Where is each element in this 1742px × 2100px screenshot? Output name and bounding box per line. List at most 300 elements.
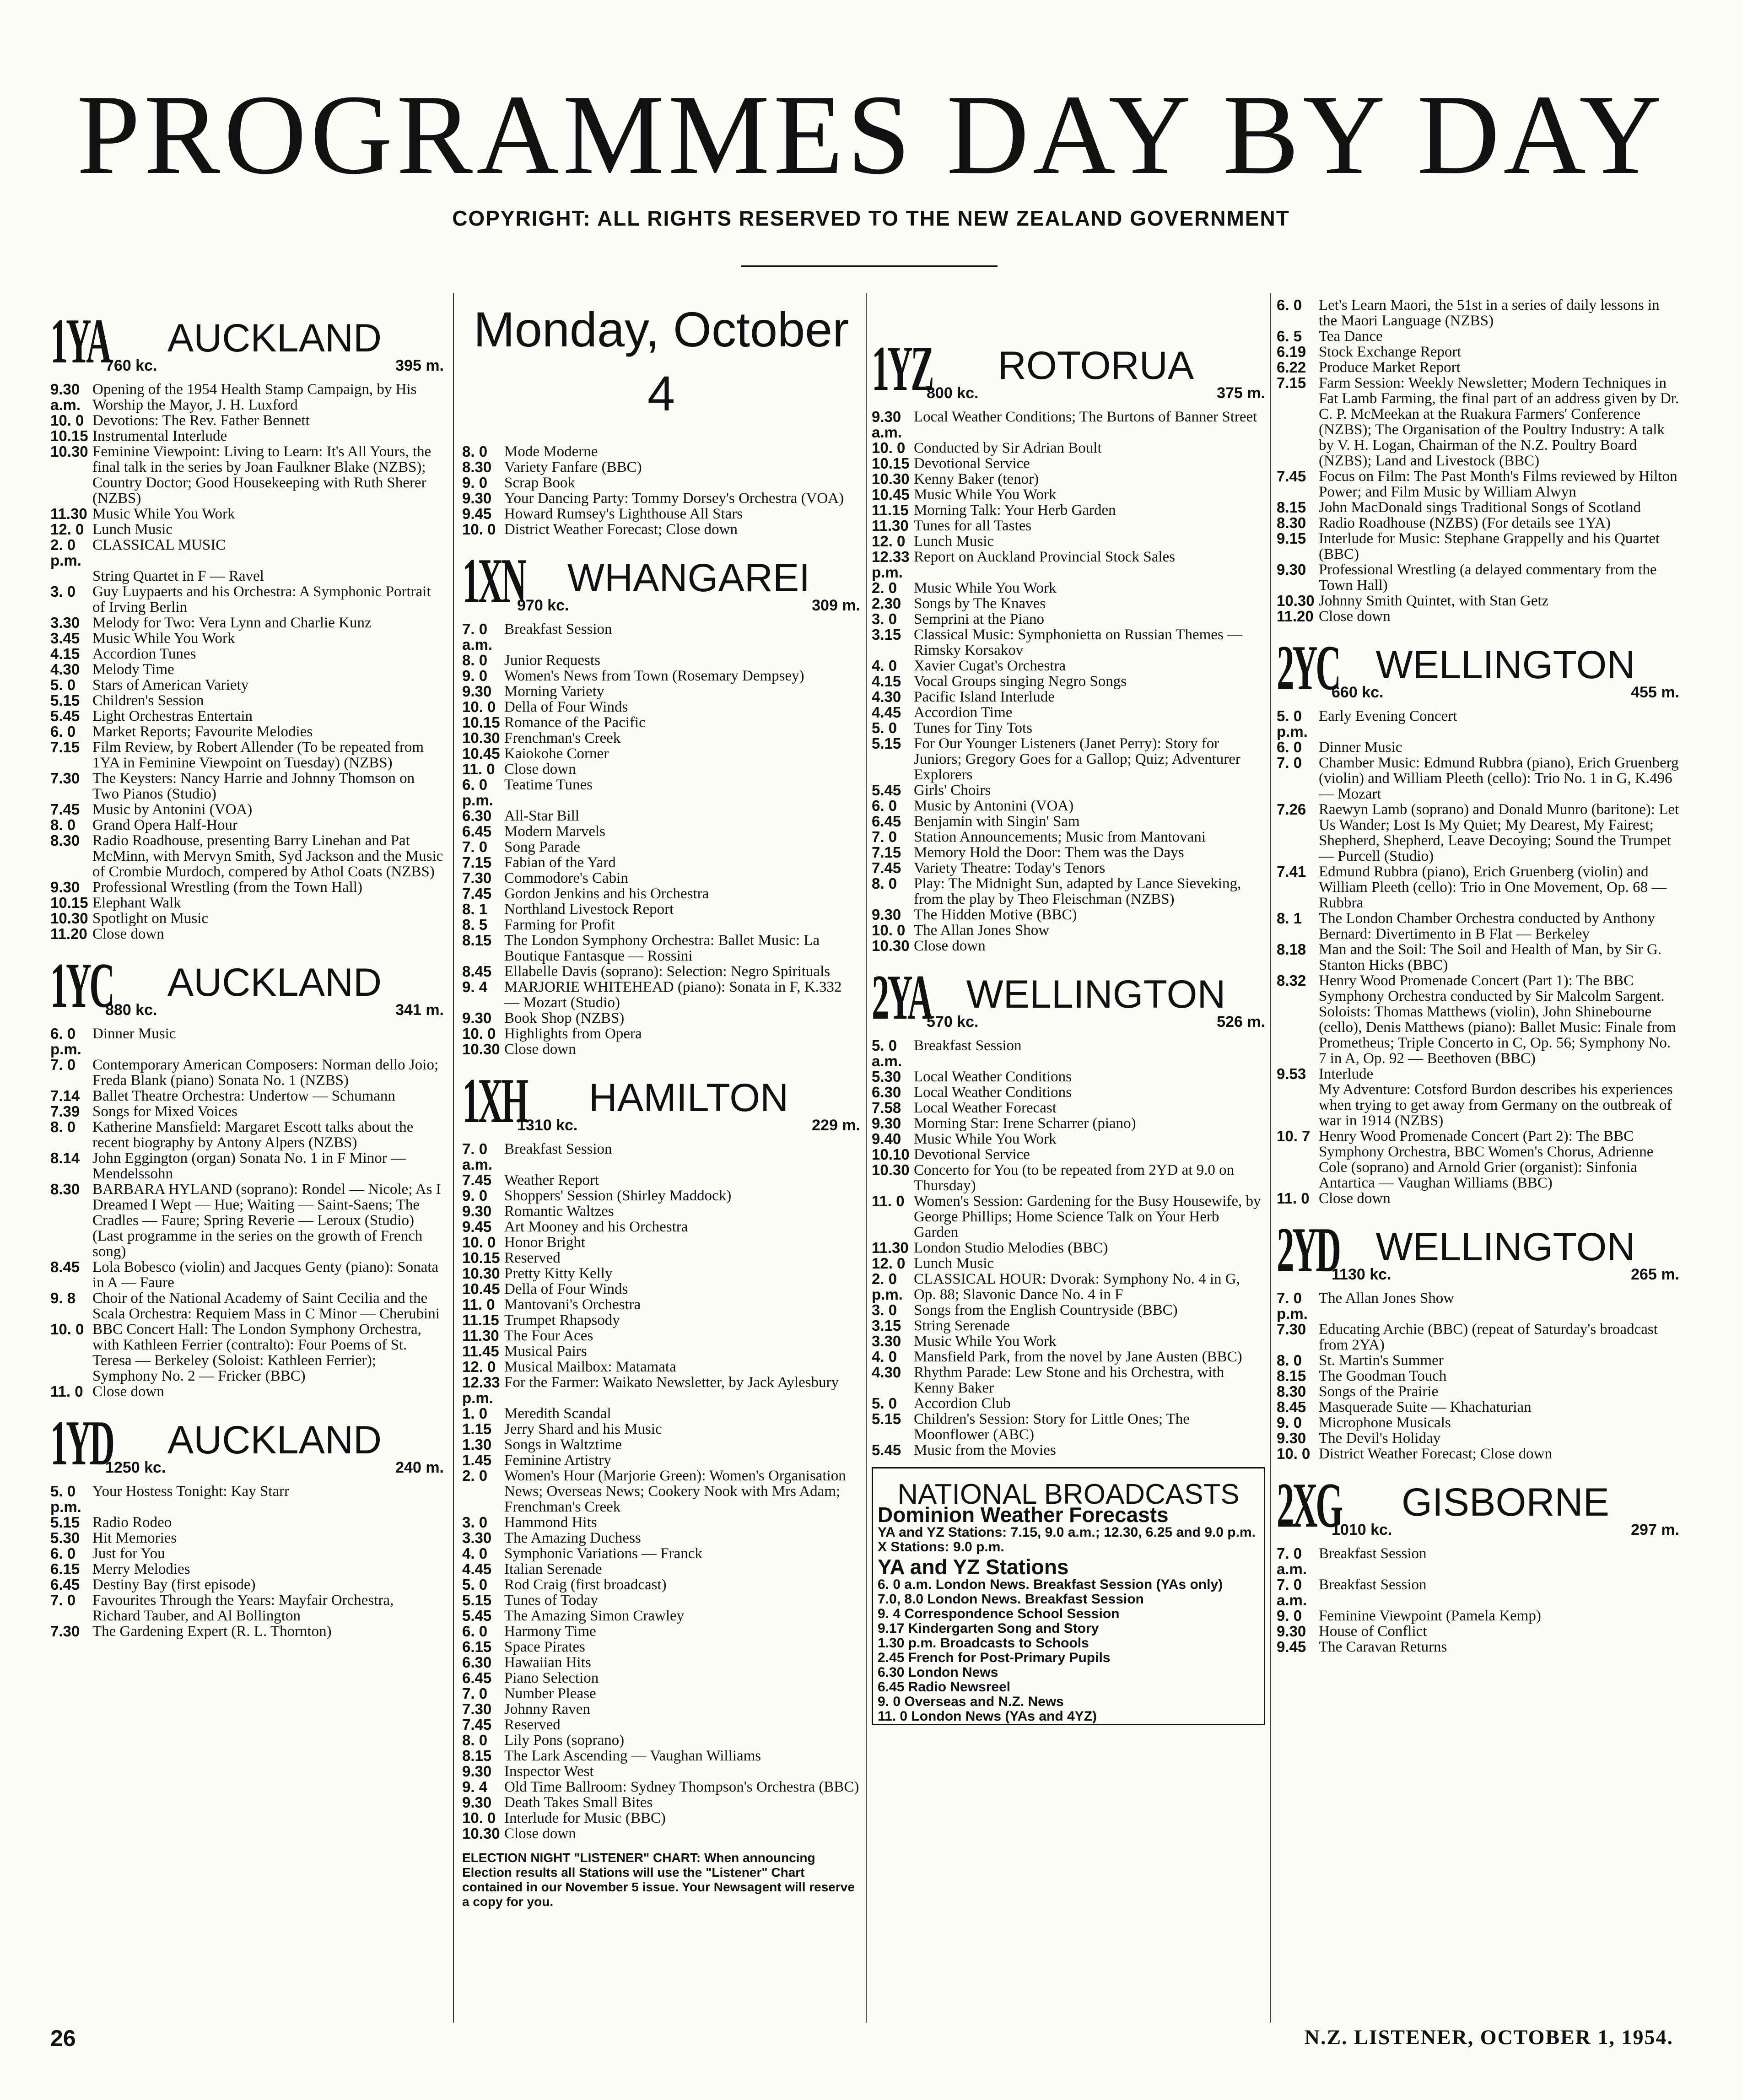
programme-time: 11.20 <box>50 925 87 942</box>
programme-title: Lola Bobesco (violin) and Jacques Genty (piano): Sonata in A — Faure <box>92 1259 439 1291</box>
programme-title: Songs by The Knaves <box>914 595 1046 612</box>
programme-time: 8.30 <box>462 459 492 475</box>
station-header <box>872 962 1265 1033</box>
programme-time: 10. 0 <box>1277 1445 1311 1462</box>
programme-title: Accordion Tunes <box>92 646 196 662</box>
programme-item <box>50 615 444 631</box>
programme-item <box>462 808 860 824</box>
programme-time: 10.10 <box>872 1146 910 1163</box>
programme-title: Romance of the Pacific <box>504 714 646 731</box>
programme-title: Feminine Viewpoint: Living to Learn: It's All Yours, the final talk in the series by Joan Faulkner Blake (NZBS); Country Doctor; Good Housekeeping with Ruth Sherer (NZBS) <box>92 443 431 507</box>
programme-title: Light Orchestras Entertain <box>92 708 253 724</box>
programme-title: Melody for Two: Vera Lynn and Charlie Kunz <box>92 615 372 631</box>
programme-time: 7. 0 <box>1277 754 1302 771</box>
programme-time: 6. 0 <box>50 723 76 740</box>
programme-time: 8.45 <box>50 1258 80 1275</box>
programme-item <box>50 911 444 926</box>
programme-title: Dinner Music <box>92 1026 176 1042</box>
column-1 <box>50 297 444 1639</box>
programme-item <box>872 456 1265 471</box>
column-divider <box>866 293 867 2023</box>
programme-item <box>462 1359 860 1375</box>
programme-title: Close down <box>1319 1190 1391 1207</box>
programme-title: Radio Roadhouse, presenting Barry Linehan and Pat McMinn, with Mervyn Smith, Syd Jackson and the Music of Crombie Murdoch, compered by Athol Coats (NZBS) <box>92 832 443 880</box>
station-call-sign: 1XH <box>462 1065 527 1136</box>
programme-title: House of Conflict <box>1319 1623 1427 1640</box>
programme-title: Art Mooney and his Orchestra <box>504 1219 688 1235</box>
programme-title: Dinner Music <box>1319 739 1402 756</box>
programme-title: Henry Wood Promenade Concert (Part 1): The BBC Symphony Orchestra conducted by Sir Malcolm Sargent. Soloists: Thomas Matthews (violin), John Shinebourne (cello), Denis Matthews (piano): Ballet Music: Finale from Prometheus; Triple Concerto in C, Op. 56; Symphony No. 7 in A, Op. 92 — Beethoven (BBC) <box>1319 972 1676 1067</box>
programme-item <box>872 1365 1265 1396</box>
programme-item <box>50 926 444 942</box>
programme-title: Book Shop (NZBS) <box>504 1010 625 1026</box>
national-broadcasts-title: NATIONAL BROADCASTS <box>897 1479 1240 1510</box>
programme-time: 11.30 <box>872 517 909 534</box>
programme-title: Tunes for all Tastes <box>914 518 1032 534</box>
programme-title: Northland Livestock Report <box>504 901 674 918</box>
station-city: GISBORNE <box>1402 1480 1609 1524</box>
programme-time: 12. 0 <box>872 1255 906 1272</box>
programme-item <box>872 1116 1265 1131</box>
programme-time: 11. 0 <box>462 1296 495 1313</box>
programme-item <box>50 1515 444 1530</box>
programme-title: Hawaiian Hits <box>504 1654 591 1671</box>
programme-title: The Allan Jones Show <box>914 922 1050 939</box>
programme-item <box>1277 911 1679 942</box>
programme-title: Masquerade Suite — Khachaturian <box>1319 1399 1532 1415</box>
programme-time: 11. 0 <box>872 1193 905 1209</box>
programme-title: John MacDonald sings Traditional Songs of Scotland <box>1319 499 1641 516</box>
station-call-sign: 2YC <box>1277 632 1339 703</box>
programme-title: Mode Moderne <box>504 443 598 460</box>
programme-title: Radio Roadhouse (NZBS) (For details see 1YA) <box>1319 515 1611 531</box>
programme-time: 12.33 p.m. <box>462 1374 500 1406</box>
programme-item <box>462 902 860 917</box>
programme-item <box>50 1577 444 1593</box>
station-metres: 395 m. <box>395 357 444 374</box>
programme-title: Johnny Raven <box>504 1701 590 1717</box>
programme-time: 9. 8 <box>50 1290 76 1306</box>
programme-item <box>50 1026 444 1057</box>
programme-item <box>50 880 444 895</box>
programme-title: Music While You Work <box>914 580 1057 596</box>
programme-time: 4.15 <box>50 645 80 662</box>
station-2ya-continued <box>1277 297 1679 624</box>
programme-item <box>50 522 444 537</box>
programme-title: Women's News from Town (Rosemary Dempsey) <box>504 668 804 684</box>
programme-title: The Lark Ascending — Vaughan Williams <box>504 1748 761 1764</box>
programme-title: Local Weather Conditions <box>914 1069 1072 1085</box>
programme-time: 9.30 <box>462 1794 492 1811</box>
programme-item <box>462 444 860 459</box>
national-broadcasts <box>872 1467 1265 1725</box>
programme-time: 2.30 <box>872 595 901 612</box>
programme-title: Elephant Walk <box>92 895 181 911</box>
programme-time: 2. 0 <box>872 579 897 596</box>
programme-title: Trumpet Rhapsody <box>504 1312 620 1328</box>
programme-time: 4. 0 <box>872 657 897 674</box>
programme-title: Memory Hold the Door: Them was the Days <box>914 844 1184 861</box>
programme-title: London Studio Melodies (BBC) <box>914 1240 1108 1256</box>
programme-time: 8.30 <box>1277 1383 1306 1400</box>
programme-time: 8. 5 <box>462 916 488 933</box>
programme-time: 6.15 <box>50 1560 80 1577</box>
programme-item <box>1277 942 1679 973</box>
programme-title: Close down <box>92 926 164 942</box>
station-meta <box>1332 645 1679 700</box>
programme-title: All-Star Bill <box>504 808 580 824</box>
programme-item <box>872 814 1265 829</box>
programme-item <box>872 1085 1265 1100</box>
programme-title: Edmund Rubbra (piano), Erich Gruenberg (violin) and William Pleeth (cello): Trio in One Movement, Op. 68 — Rubbra <box>1319 864 1667 911</box>
programme-item <box>50 537 444 568</box>
programme-title: Local Weather Forecast <box>914 1100 1057 1116</box>
programme-time: 10.45 <box>462 1280 500 1297</box>
programme-time: 6.45 <box>462 1669 492 1686</box>
programme-time: 7.15 <box>1277 374 1306 391</box>
programme-title: Stock Exchange Report <box>1319 344 1462 360</box>
programme-item <box>462 1733 860 1748</box>
programme-title: Favourites Through the Years: Mayfair Orchestra, Richard Tauber, and Al Bollington <box>92 1592 394 1624</box>
programme-title: Opening of the 1954 Health Stamp Campaign, by His Worship the Mayor, J. H. Luxford <box>92 381 417 413</box>
programme-time: 9. 0 <box>1277 1414 1302 1431</box>
programme-time: 9.30 <box>462 1763 492 1780</box>
programme-time: 8. 1 <box>462 901 488 918</box>
station-meta <box>1332 1227 1679 1282</box>
programme-item <box>872 1396 1265 1411</box>
programme-time: 5. 0 <box>50 676 76 693</box>
programme-title: Destiny Bay (first episode) <box>92 1576 256 1593</box>
programme-time: 5.45 <box>872 782 901 799</box>
programme-item <box>1277 1399 1679 1415</box>
programme-time: 9.30 <box>462 683 492 700</box>
programme-time: 5.45 <box>462 1607 492 1624</box>
programme-title: The Devil's Holiday <box>1319 1430 1441 1447</box>
programme-title: Farming for Profit <box>504 917 615 933</box>
programme-title: Modern Marvels <box>504 823 605 840</box>
programme-title: Women's Hour (Marjorie Green): Women's Organisation News; Overseas News; Cookery Nook with Mrs Adam; Frenchman's Creek <box>504 1468 846 1515</box>
programme-time: 9.53 <box>1277 1065 1306 1082</box>
page-title: PROGRAMMES DAY BY DAY <box>76 71 1666 198</box>
programme-time: 9.45 <box>462 505 492 522</box>
programme-title: Close down <box>504 1041 576 1058</box>
programme-item <box>872 1193 1265 1240</box>
programme-item <box>50 1290 444 1322</box>
programme-item <box>462 459 860 475</box>
programme-item <box>872 549 1265 580</box>
programme-item <box>462 1779 860 1795</box>
programme-title: Meredith Scandal <box>504 1405 611 1422</box>
programme-item <box>462 1312 860 1328</box>
station-call-sign: 1XN <box>462 545 525 616</box>
programme-item <box>1277 469 1679 500</box>
programme-time: 3. 0 <box>872 610 897 627</box>
programme-item <box>872 689 1265 705</box>
programme-time: 8. 0 <box>462 1732 488 1749</box>
programme-time: 6. 0 p.m. <box>462 776 493 809</box>
programme-title: Morning Talk: Your Herb Garden <box>914 502 1116 518</box>
station-call-sign: 1YA <box>50 306 110 377</box>
programme-item <box>872 471 1265 487</box>
programme-title: Song Parade <box>504 839 580 855</box>
programme-item <box>462 1266 860 1281</box>
programme-time: 10. 0 <box>50 412 84 429</box>
ya-yz-heading: YA and YZ Stations <box>878 1555 1069 1579</box>
programme-item <box>462 1437 860 1452</box>
programme-time: 10.30 <box>50 910 88 927</box>
programme-time: 10. 0 <box>462 698 496 715</box>
programme-item <box>1277 755 1679 802</box>
programme-title: Choir of the National Academy of Saint Cecilia and the Scala Orchestra: Requiem Mass in C Minor — Cherubini <box>92 1290 440 1322</box>
programme-title: Chamber Music: Edmund Rubbra (piano), Erich Gruenberg (violin) and William Pleeth (cello): Trio No. 1 in G, K.496 — Mozart <box>1319 755 1679 802</box>
programme-title: Songs in Waltztime <box>504 1436 622 1453</box>
programme-time: 7.45 <box>462 885 492 902</box>
programme-item <box>462 1328 860 1344</box>
programme-title: Music While You Work <box>914 1333 1057 1350</box>
programme-time: 2. 0 <box>462 1467 488 1484</box>
programme-title: District Weather Forecast; Close down <box>504 521 738 538</box>
programme-title: Children's Session <box>92 692 204 709</box>
programme-title: Tunes for Tiny Tots <box>914 720 1033 736</box>
programme-time: 8.45 <box>1277 1398 1306 1415</box>
programme-title: Conducted by Sir Adrian Boult <box>914 440 1102 456</box>
programme-time: 6.22 <box>1277 359 1306 376</box>
programme-title: Songs of the Prairie <box>1319 1383 1439 1400</box>
programme-item <box>872 1256 1265 1271</box>
programme-item <box>50 1593 444 1624</box>
programme-time: 3.15 <box>872 626 901 643</box>
station-1ya <box>50 306 444 942</box>
programme-item <box>872 1333 1265 1349</box>
programme-title: Semprini at the Piano <box>914 611 1045 627</box>
programme-time: 7.30 <box>462 869 492 886</box>
programme-title: Devotional Service <box>914 1146 1030 1163</box>
programme-title: CLASSICAL MUSIC <box>92 537 226 553</box>
programme-time: 5.45 <box>872 1441 901 1458</box>
programme-item <box>1277 562 1679 593</box>
programme-title: The Amazing Simon Crawley <box>504 1608 685 1624</box>
programme-time: 8. 0 <box>50 1118 76 1135</box>
programme-time: 6.30 <box>872 1084 901 1101</box>
programme-time: 7. 0 <box>50 1056 76 1073</box>
national-item: 2.45 French for Post-Primary Pupils <box>878 1650 1111 1665</box>
programme-title: Jerry Shard and his Music <box>504 1421 662 1437</box>
programme-time: 6. 0 <box>1277 739 1302 756</box>
programme-time: 5.15 <box>872 735 901 752</box>
programme-time: 4.30 <box>872 1364 901 1381</box>
programme-time: 7.58 <box>872 1099 901 1116</box>
programme-time: 9.30 <box>462 490 492 507</box>
programme-time: 9.40 <box>872 1130 901 1147</box>
programme-time: 10.30 <box>1277 592 1315 609</box>
programme-item <box>462 1344 860 1359</box>
station-city: HAMILTON <box>588 1076 789 1120</box>
programme-title: Variety Fanfare (BBC) <box>504 459 642 475</box>
programme-item <box>1277 1353 1679 1368</box>
programme-item <box>462 1406 860 1421</box>
programme-item <box>1277 1384 1679 1399</box>
programme-item <box>50 1182 444 1259</box>
programme-item <box>462 1624 860 1639</box>
programme-time: 9. 0 <box>462 474 488 491</box>
programme-title: For the Farmer: Waikato Newsletter, by Jack Aylesbury <box>504 1374 839 1391</box>
programme-title: Early Evening Concert <box>1319 708 1457 724</box>
programme-title: Music While You Work <box>914 486 1057 503</box>
station-call-sign: 2XG <box>1277 1470 1341 1541</box>
programme-title: The London Chamber Orchestra conducted by Anthony Bernard: Divertimento in B Flat — Berkeley <box>1319 910 1655 942</box>
programme-item <box>1277 609 1679 624</box>
station-meta <box>927 346 1265 401</box>
programme-time: 3. 0 <box>462 1514 488 1531</box>
programme-item <box>462 1468 860 1515</box>
programme-time: 8.32 <box>1277 972 1306 989</box>
programme-time: 9.30 <box>50 879 80 896</box>
station-meta <box>927 972 1265 1031</box>
programme-title: Della of Four Winds <box>504 1281 628 1297</box>
programme-title: Tea Dance <box>1319 328 1383 345</box>
programme-item <box>50 1530 444 1546</box>
programme-time: 9.30 <box>462 1010 492 1026</box>
station-metres: 297 m. <box>1631 1521 1679 1539</box>
programme-title: Symphonic Variations — Franck <box>504 1545 702 1562</box>
station-frequency <box>105 1002 444 1018</box>
programme-item <box>50 1384 444 1399</box>
programme-item <box>462 1219 860 1235</box>
programme-title: Interlude for Music: Stephane Grappelly and his Quartet (BBC) <box>1319 530 1660 562</box>
programme-title: My Adventure: Cotsford Burdon describes his experiences when trying to get away from Germany on the outbreak of war in 1914 (NZBS) <box>1319 1081 1673 1129</box>
programme-time: 4.15 <box>872 673 901 690</box>
programme-title: Tunes of Today <box>504 1592 598 1609</box>
programme-time: 7. 0 <box>872 828 897 845</box>
programme-item <box>462 761 860 777</box>
programme-time: 7. 0 a.m. <box>1277 1576 1307 1609</box>
programme-item <box>50 677 444 693</box>
programme-title: String Quartet in F — Ravel <box>92 568 264 584</box>
programme-title: Local Weather Conditions <box>914 1084 1072 1101</box>
programme-title: BBC Concert Hall: The London Symphony Orchestra, with Kathleen Ferrier (contralto): Four Poems of St. Teresa — Berkeley (Soloist: Kathleen Ferrier); Symphony No. 2 — Fricker (BBC) <box>92 1321 421 1384</box>
programme-title: Devotions: The Rev. Father Bennett <box>92 412 310 429</box>
station-1yd <box>50 1408 444 1640</box>
station-2yd <box>1277 1215 1679 1462</box>
programme-time: 5.15 <box>50 692 80 709</box>
programme-time: 10.45 <box>462 745 500 762</box>
column-4 <box>1277 297 1679 1655</box>
programme-item <box>462 1826 860 1841</box>
programme-title: Musical Mailbox: Matamata <box>504 1359 676 1375</box>
programme-title: Film Review, by Robert Allender (To be repeated from 1YA in Feminine Viewpoint on Tuesday) (NZBS) <box>92 739 424 771</box>
programme-time: 10. 0 <box>50 1321 84 1338</box>
programme-item <box>462 1281 860 1297</box>
programme-time: 5.30 <box>50 1529 80 1546</box>
programme-title: Pretty Kitty Kelly <box>504 1265 613 1282</box>
programme-time: 6.30 <box>462 807 492 824</box>
programme-title: Vocal Groups singing Negro Songs <box>914 673 1127 690</box>
programme-item <box>1277 1608 1679 1624</box>
programme-time: 5. 0 <box>872 719 897 736</box>
programme-time: 11.20 <box>1277 608 1314 625</box>
programme-item <box>462 506 860 522</box>
programme-item <box>872 938 1265 954</box>
station-kc: 970 kc. <box>517 597 569 614</box>
programme-item <box>50 568 444 584</box>
programme-title: Mantovani's Orchestra <box>504 1296 641 1313</box>
programme-item <box>462 668 860 684</box>
station-city: AUCKLAND <box>167 1418 382 1462</box>
programme-time: 5. 0 p.m. <box>1277 707 1308 740</box>
programme-title: Educating Archie (BBC) (repeat of Saturday's broadcast from 2YA) <box>1319 1321 1658 1353</box>
station-metres: 375 m. <box>1217 384 1265 402</box>
programme-time: 10.45 <box>872 486 910 503</box>
programme-title: Breakfast Session <box>1319 1576 1427 1593</box>
programme-time: 12. 0 <box>462 1358 496 1375</box>
programme-time: 10.15 <box>462 714 500 731</box>
programme-title: CLASSICAL HOUR: Dvorak: Symphony No. 4 in G, Op. 88; Slavonic Dance No. 4 in F <box>914 1271 1240 1303</box>
programme-item <box>50 1150 444 1182</box>
programme-item <box>462 933 860 964</box>
programme-title: Microphone Musicals <box>1319 1414 1451 1431</box>
national-item: 11. 0 London News (YAs and 4YZ) <box>878 1709 1097 1724</box>
programme-time: 7.45 <box>1277 468 1306 485</box>
programme-time: 7.45 <box>462 1171 492 1188</box>
programme-item <box>872 1442 1265 1458</box>
programme-item <box>50 708 444 724</box>
programme-item <box>872 1349 1265 1365</box>
station-frequency <box>1332 1522 1679 1538</box>
programme-item <box>462 1297 860 1312</box>
programme-item <box>50 771 444 802</box>
programme-item <box>872 1147 1265 1162</box>
programme-time: 10. 0 <box>462 1809 496 1826</box>
programme-item <box>1277 864 1679 911</box>
programme-time: 11.45 <box>462 1343 499 1360</box>
programme-item <box>872 1411 1265 1442</box>
programme-time: 11.30 <box>462 1327 499 1344</box>
programme-item <box>462 699 860 715</box>
programme-item <box>50 1561 444 1577</box>
programme-item <box>50 584 444 615</box>
programme-time: 6. 5 <box>1277 328 1302 345</box>
station-city: WELLINGTON <box>966 972 1226 1016</box>
programme-time: 8. 0 <box>1277 1352 1302 1369</box>
programme-title: Scrap Book <box>504 475 575 491</box>
programme-title: String Serenade <box>914 1317 1010 1334</box>
station-meta <box>1332 1480 1679 1539</box>
programme-item <box>462 1250 860 1266</box>
programme-time: 9.30 <box>462 1203 492 1220</box>
programme-title: Instrumental Interlude <box>92 428 227 444</box>
programme-title: Farm Session: Weekly Newsletter; Modern Techniques in Fat Lamb Farming, the final part of an address given by Dr. C. P. McMeekan at the Ruakura Farmers' Conference (NZBS); The Organisation of the Poultry Industry: A talk by V. H. Logan, Chairman of the N.Z. Poultry Board (NZBS); Land and Livestock (BBC) <box>1319 375 1679 469</box>
station-header <box>872 333 1265 404</box>
programme-time: 12.33 p.m. <box>872 548 910 581</box>
programme-title: District Weather Forecast; Close down <box>1319 1446 1552 1462</box>
programme-item <box>1277 1546 1679 1577</box>
programme-time: 11.30 <box>50 505 87 522</box>
station-header <box>1277 632 1679 703</box>
column-3 <box>872 297 1265 1725</box>
station-metres: 341 m. <box>395 1001 444 1019</box>
programme-item <box>872 534 1265 549</box>
programme-item <box>872 627 1265 658</box>
programme-item <box>462 1188 860 1204</box>
programme-time: 9.15 <box>1277 530 1306 547</box>
programme-time: 8. 0 <box>872 875 897 892</box>
programme-item <box>462 824 860 839</box>
programme-time: 9.45 <box>462 1218 492 1235</box>
programme-time: 11. 0 <box>50 1383 83 1400</box>
programme-title: Reserved <box>504 1717 561 1733</box>
station-frequency <box>517 598 860 613</box>
programme-title: Concerto for You (to be repeated from 2YD at 9.0 on Thursday) <box>914 1162 1235 1194</box>
